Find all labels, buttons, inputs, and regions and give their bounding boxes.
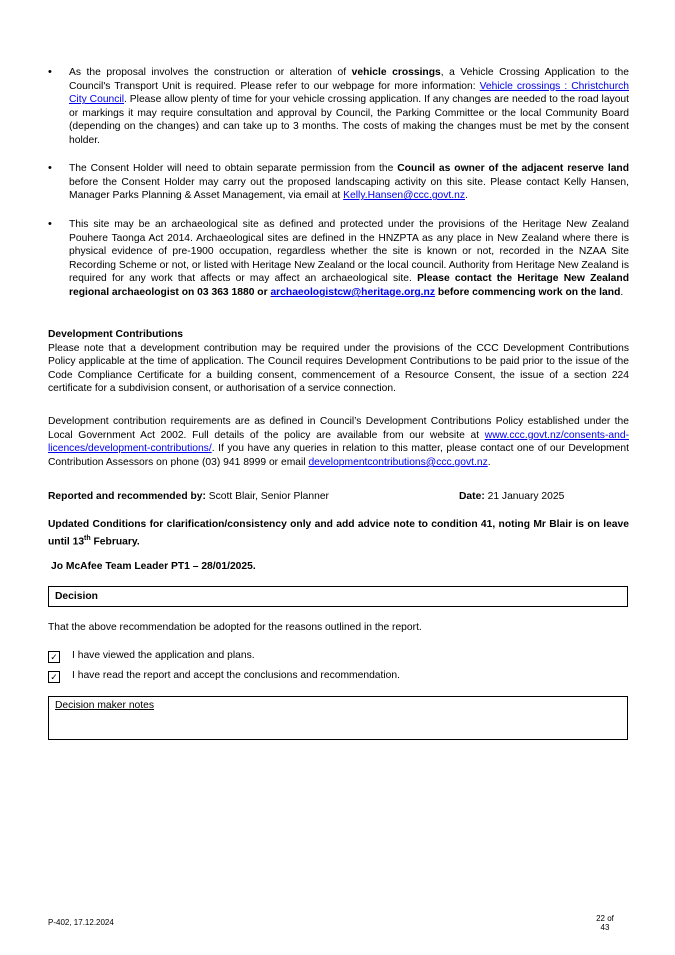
text: . Please allow plenty of time for your vehicle crossing application. If any changes are needed to the road layout or markings it may require consultation and approval by Council, the Parking Committee or the local Community Board (depending on the changes) and can take up to 3 months. The costs of making the changes must be met by the consent holder. bbox=[69, 94, 630, 146]
footer-code: P-402, 17.12.2024 bbox=[48, 918, 114, 927]
dev-contrib-policy-link[interactable]: www.ccc.govt.nz/consents-and-licences/development-contributions/ bbox=[48, 429, 629, 455]
archaeologist-email-link[interactable]: archaeologistcw@heritage.org.nz bbox=[270, 286, 435, 298]
checkbox-checked-icon[interactable]: ✓ bbox=[48, 671, 60, 683]
date-label: Date: bbox=[459, 491, 485, 502]
text: February. bbox=[90, 536, 140, 548]
dev-contrib-section bbox=[48, 328, 629, 396]
dev-contrib-para2 bbox=[48, 415, 629, 469]
bullet-icon: • bbox=[48, 218, 52, 230]
check-viewed bbox=[48, 649, 255, 661]
reported-by bbox=[48, 491, 329, 502]
check-read-report bbox=[48, 669, 400, 681]
text: , a Vehicle Crossing Application to the Council's Transport Unit is required. Please refer to our webpage for more information: bbox=[69, 67, 629, 92]
bold-text: before commencing work on the land bbox=[434, 286, 621, 298]
reported-by-label: Reported and recommended by: bbox=[48, 491, 206, 502]
kelly-hansen-email-link[interactable]: Kelly.Hansen@ccc.govt.nz bbox=[343, 190, 466, 202]
bullet-icon: • bbox=[48, 66, 52, 78]
text: As the proposal involves the construction or alteration of bbox=[69, 67, 352, 78]
text: . bbox=[487, 456, 491, 468]
bold-text: Council as owner of the adjacent reserve land bbox=[397, 163, 629, 174]
bold-text: Please contact the Heritage New Zealand regional archaeologist on 03 363 1880 or bbox=[69, 273, 629, 298]
date-value: 21 January 2025 bbox=[484, 491, 565, 502]
bold-text: vehicle crossings bbox=[351, 67, 441, 78]
vehicle-crossings-link[interactable]: Vehicle crossings : Christchurch City Council bbox=[69, 80, 629, 106]
page-number bbox=[593, 914, 617, 932]
dev-contrib-heading: Development Contributions bbox=[48, 329, 184, 340]
text: . bbox=[465, 190, 468, 202]
bullet-icon: • bbox=[48, 162, 52, 174]
checkbox-checked-icon[interactable]: ✓ bbox=[48, 651, 60, 663]
report-date bbox=[459, 491, 564, 502]
text: . If you have any queries in relation to this matter, please contact one of our Development Contribution Assessors on phone (03) 941 8999 or email bbox=[48, 443, 629, 468]
reported-by-value: Scott Blair, Senior Planner bbox=[205, 491, 329, 502]
dev-contrib-email-link[interactable]: developmentcontributions@ccc.govt.nz bbox=[308, 456, 488, 468]
page-number-a: 22 of bbox=[596, 914, 614, 923]
page-number-b: 43 bbox=[600, 923, 610, 932]
text: . bbox=[620, 286, 624, 298]
superscript: th bbox=[84, 534, 91, 542]
decision-text: That the above recommendation be adopted for the reasons outlined in the report. bbox=[48, 622, 422, 633]
bullet-reserve-land bbox=[48, 162, 629, 203]
decision-heading-box bbox=[48, 586, 628, 607]
decision-heading: Decision bbox=[55, 591, 98, 602]
text: Development contribution requirements are as defined in Council’s Development Contributions Policy established under the Local Government Act 2002. Full details of the policy are available from our website at bbox=[48, 416, 629, 441]
dev-contrib-para1: Please note that a development contribution may be required under the provisions of the CCC Development Contributions Policy applicable at the time of application. The Council requires Development Contributions to be paid prior to the issue of the Code Compliance Certificate for a building consent, commencement of a Resource Consent, the issue of a section 224 certificate for a subdivision consent, or authorisation of a service connection. bbox=[48, 342, 629, 395]
text: The Consent Holder will need to obtain separate permission from the bbox=[69, 163, 398, 174]
text: before the Consent Holder may carry out the proposed landscaping activity on this site. Please contact Kelly Hansen, Manager Parks Planning & Asset Management, via email at bbox=[69, 176, 629, 202]
bullet-vehicle-crossings bbox=[48, 66, 629, 148]
updated-conditions-note bbox=[48, 518, 629, 549]
signoff: Jo McAfee Team Leader PT1 – 28/01/2025. bbox=[51, 561, 256, 572]
decision-notes-box[interactable] bbox=[48, 696, 628, 740]
decision-notes-label: Decision maker notes bbox=[55, 700, 155, 711]
check-label: I have viewed the application and plans. bbox=[72, 650, 255, 661]
text: Updated Conditions for clarification/consistency only and add advice note to condition 41, noting Mr Blair is on leave until 13 bbox=[48, 519, 629, 548]
text: This site may be an archaeological site as defined and protected under the provisions of the Heritage New Zealand Pouhere Taonga Act 2014. Archaeological sites are defined in the HNZPTA as any place in New Zealand where there is physical evidence of pre-1900 occupation, regardless whether the site is known or not, recorded in the NZAA Site Recording Scheme or not, or listed with Heritage New Zealand or the local council. Authority from Heritage New Zealand is required for any work that affects or may affect an archaeological site. bbox=[69, 219, 629, 285]
bullet-archaeological bbox=[48, 218, 629, 300]
check-label: I have read the report and accept the conclusions and recommendation. bbox=[72, 670, 400, 681]
